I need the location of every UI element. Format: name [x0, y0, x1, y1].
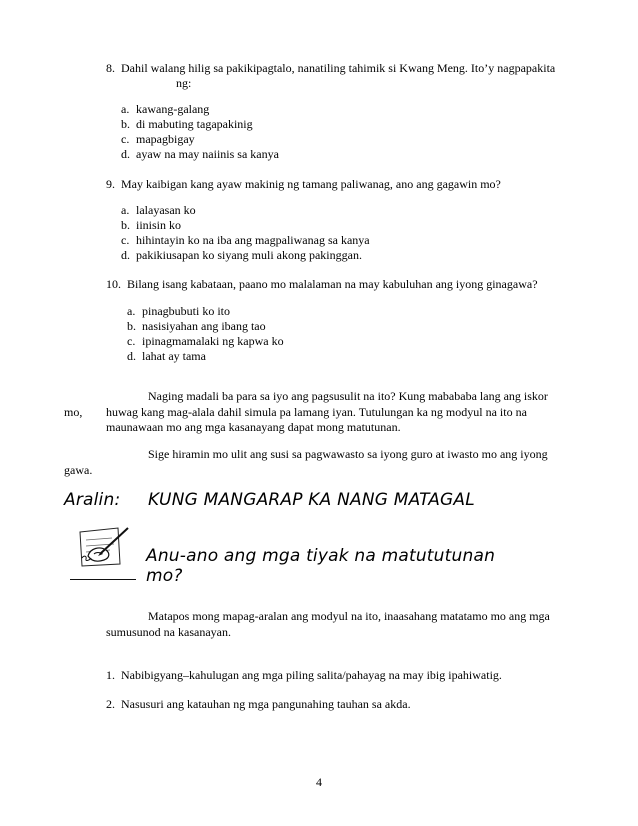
- section-title: Anu-ano ang mga tiyak na matututunan: [146, 546, 496, 566]
- option-letter: c.: [121, 132, 130, 146]
- option-letter: d.: [127, 349, 136, 363]
- lesson-label: Aralin:: [64, 490, 121, 510]
- option-text: nasisiyahan ang ibang tao: [142, 319, 266, 333]
- objective-text: Nabibigyang–kahulugan ang mga piling salita/pahayag na may ibig ipahiwatig.: [121, 668, 502, 682]
- question-text: Bilang isang kabataan, paano mo malalaman na may kabuluhan ang iyong ginagawa?: [127, 277, 538, 291]
- option-text: ipinagmamalaki ng kapwa ko: [142, 334, 284, 348]
- option-text: ayaw na may naiinis sa kanya: [136, 147, 279, 161]
- question-text: May kaibigan kang ayaw makinig ng tamang paliwanag, ano ang gagawin mo?: [121, 177, 501, 191]
- paragraph-line: Naging madali ba para sa iyo ang pagsusulit na ito? Kung mabababa lang ang iskor: [148, 389, 548, 403]
- option-text: lalayasan ko: [136, 203, 196, 217]
- section-title-continued: mo?: [146, 566, 183, 586]
- option-letter: d.: [121, 147, 130, 161]
- icon-underline: [70, 579, 136, 580]
- option-text: iinisin ko: [136, 218, 182, 232]
- option-letter: a.: [121, 203, 130, 217]
- objective-number: 2.: [106, 697, 115, 711]
- page-number: 4: [316, 775, 322, 789]
- option-text: hihintayin ko na iba ang magpaliwanag sa kanya: [136, 233, 370, 247]
- paragraph-line: huwag kang mag-alala dahil simula pa lamang iyan. Tutulungan ka ng modyul na ito na: [106, 405, 527, 419]
- paragraph-line: gawa.: [64, 463, 93, 477]
- objective-text: Nasusuri ang katauhan ng mga pangunahing tauhan sa akda.: [121, 697, 411, 711]
- paragraph-line: Matapos mong mapag-aralan ang modyul na ito, inaasahang matatamo mo ang mga: [148, 609, 550, 623]
- option-letter: c.: [127, 334, 136, 348]
- option-letter: a.: [121, 102, 130, 116]
- question-text: Dahil walang hilig sa pakikipagtalo, nanatiling tahimik si Kwang Meng. Ito’y nagpapakita: [121, 61, 556, 75]
- option-text: pinagbubuti ko ito: [142, 304, 230, 318]
- question-text-continued: ng:: [176, 76, 192, 90]
- option-letter: b.: [121, 117, 130, 131]
- option-letter: c.: [121, 233, 130, 247]
- paragraph-hanging-word: mo,: [64, 405, 83, 419]
- option-text: di mabuting tagapakinig: [136, 117, 253, 131]
- paragraph-line: maunawaan mo ang mga kasanayang dapat mong matutunan.: [106, 420, 401, 434]
- option-letter: d.: [121, 248, 130, 262]
- option-letter: b.: [127, 319, 136, 333]
- option-text: mapagbigay: [136, 132, 195, 146]
- question-number: 10.: [106, 277, 121, 291]
- question-number: 9.: [106, 177, 115, 191]
- lesson-title: KUNG MANGARAP KA NANG MATAGAL: [148, 490, 475, 510]
- question-number: 8.: [106, 61, 115, 75]
- option-letter: b.: [121, 218, 130, 232]
- option-text: lahat ay tama: [142, 349, 206, 363]
- option-text: pakikiusapan ko siyang muli akong pakinggan.: [136, 248, 362, 262]
- paragraph-line: sumusunod na kasanayan.: [106, 625, 231, 639]
- option-text: kawang-galang: [136, 102, 210, 116]
- objective-number: 1.: [106, 668, 115, 682]
- option-letter: a.: [127, 304, 136, 318]
- writing-hand-icon: [70, 520, 138, 576]
- paragraph-line: Sige hiramin mo ulit ang susi sa pagwawasto sa iyong guro at iwasto mo ang iyong: [148, 447, 548, 461]
